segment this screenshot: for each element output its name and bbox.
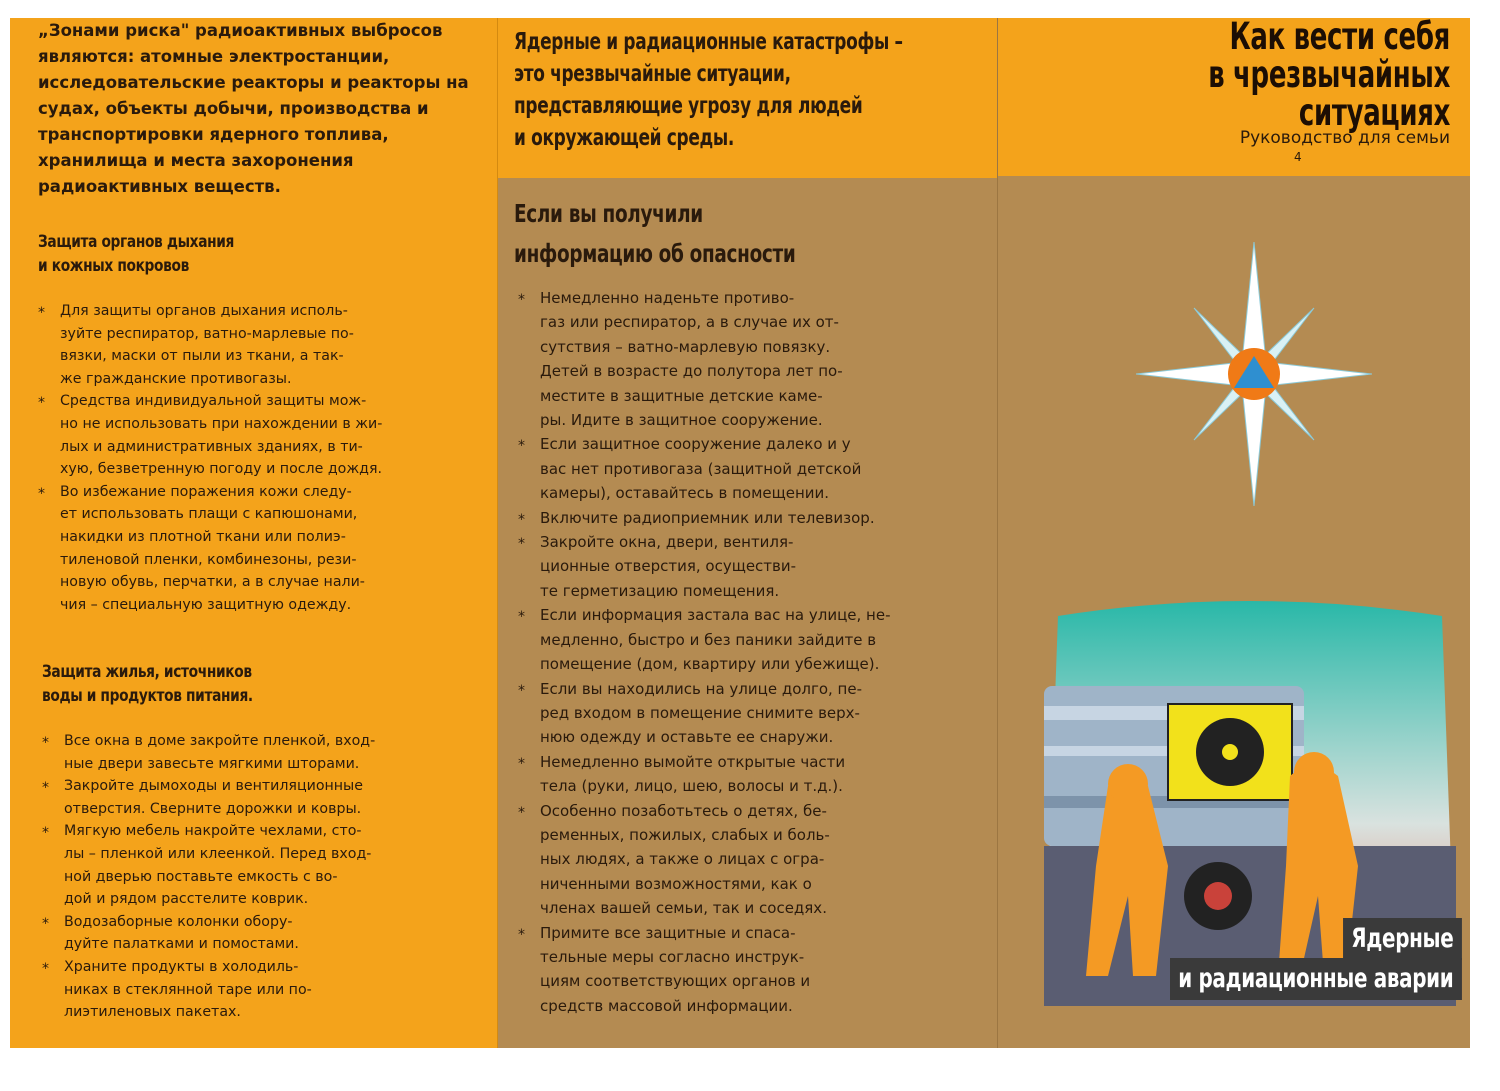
list-item: * Мягкую мебель накройте чехлами, сто- лы – пленкой или клеенкой. Перед вход- ной дверью поставьте емкость с во- дой и рядом расстелите коврик. (42, 820, 482, 910)
list-item: * Закройте дымоходы и вентиляционные отверстия. Сверните дорожки и ковры. (42, 775, 482, 820)
list-item: * Особенно позаботьтесь о детях, бе- ременных, пожилых, слабых и боль- ных людях, а также о лицах с огра- ниченными возможностями, как о членах вашей семьи, так и соседях. (518, 799, 988, 921)
list-item: * Для защиты органов дыхания исполь- зуйте респиратор, ватно-марлевые по- вязки, маски от пыли из ткани, а так- же гражданские противогазы. (38, 300, 478, 390)
list-item: * Немедленно вымойте открытые части тела (руки, лицо, шею, волосы и т.д.). (518, 750, 988, 799)
home-protection-heading: Защита жилья, источников воды и продуктов питания. (42, 662, 253, 706)
list-item: * Примите все защитные и спаса- тельные меры согласно инструк- циям соответствующих органов и средств массовой информации. (518, 921, 988, 1019)
danger-info-heading: Если вы получили информацию об опасности (514, 199, 796, 268)
panel-right (998, 15, 1470, 1048)
list-item: * Средства индивидуальной защиты мож- но не использовать при нахождении в жи- лых и административных зданиях, в ти- хую, безветренную погоду и после дождя. (38, 390, 478, 480)
list-item: * Храните продукты в холодиль- никах в стеклянной таре или по- лиэтиленовых пакетах. (42, 956, 482, 1024)
respiratory-protection-heading: Защита органов дыхания и кожных покровов (38, 232, 235, 276)
danger-actions-list (518, 286, 988, 1018)
list-item: * Если вы находились на улице долго, пе- ред входом в помещение снимите верх- нюю одежду и оставьте ее снаружи. (518, 677, 988, 750)
list-item: * Если защитное сооружение далеко и у вас нет противогаза (защитной детской камеры), оставайтесь в помещении. (518, 432, 988, 505)
list-item: * Все окна в доме закройте пленкой, вход- ные двери завесьте мягкими шторами. (42, 730, 482, 775)
panel-left (10, 18, 498, 1048)
caption-line-2: и радиационные аварии (1170, 958, 1462, 1000)
caption-line-1: Ядерные (1343, 918, 1462, 960)
brochure-title: Как вести себя в чрезвычайных ситуациях (1208, 15, 1450, 134)
panel-middle (498, 18, 998, 1048)
respiratory-protection-list (38, 300, 478, 616)
disaster-definition-title: Ядерные и радиационные катастрофы – это чрезвычайные ситуации, представляющие угрозу для людей и окружающей среды. (514, 29, 903, 151)
list-item: * Во избежание поражения кожи следу- ет использовать плащи с капюшонами, накидки из плотной ткани или полиэ- тиленовой пленки, комбинезоны, рези- новую обувь, перчатки, а в случае нали- чия – специальную защитную одежду. (38, 481, 478, 617)
risk-zones-intro: „Зонами риска" радиоактивных выбросов являются: атомные электростанции, исследовательские реакторы и реакторы на судах, объекты добычи, производства и транспортировки ядерного топлива, хранилища и места захоронения радиоактивных веществ. (38, 21, 469, 196)
civil-defense-star-icon (1136, 242, 1372, 506)
home-protection-list (42, 730, 482, 1024)
list-item: * Включите радиоприемник или телевизор. (518, 506, 988, 530)
list-item: * Водозаборные колонки обору- дуйте палатками и помостами. (42, 911, 482, 956)
list-item: * Закройте окна, двери, вентиля- ционные отверстия, осуществи- те герметизацию помещения. (518, 530, 988, 603)
list-item: * Если информация застала вас на улице, не- медленно, быстро и без паники зайдите в помещение (дом, квартиру или убежище). (518, 603, 988, 676)
page-mark: 4 (1294, 150, 1302, 164)
brochure-subtitle: Руководство для семьи (1239, 128, 1450, 148)
list-item: * Немедленно наденьте противо- газ или респиратор, а в случае их от- сутствия – ватно-марлевую повязку. Детей в возрасте до полутора лет по- местите в защитные детские каме- ры. Идите в защитное сооружение. (518, 286, 988, 432)
